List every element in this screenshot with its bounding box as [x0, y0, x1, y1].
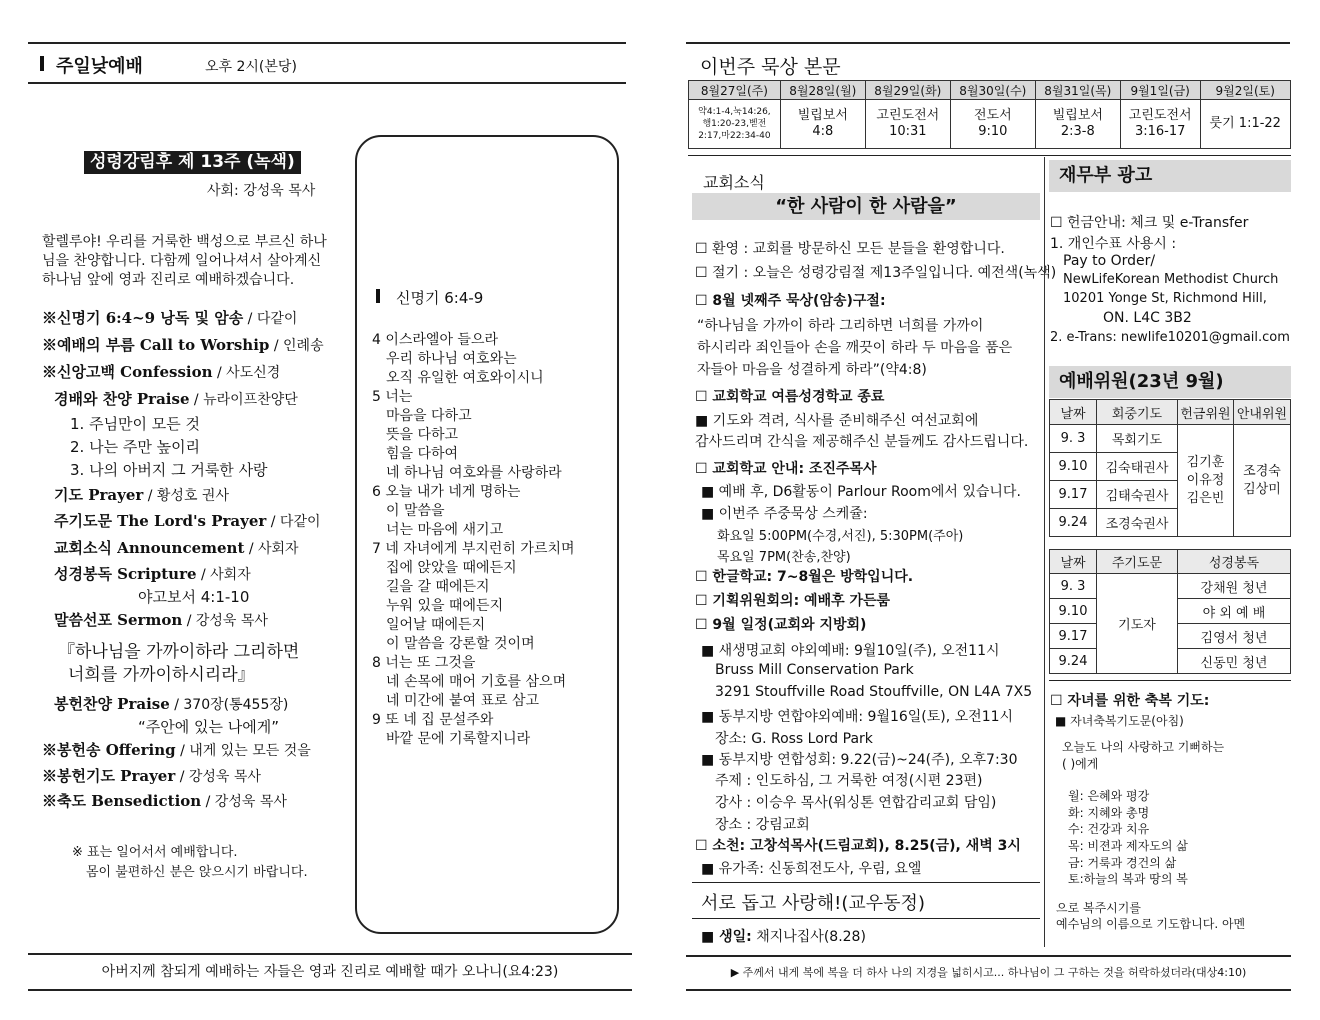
psalm-line: 6 오늘 내가 네게 명하는: [372, 484, 521, 500]
schedule-passage: 약4:1-4,눅14:26, 행1:20-23,벧전 2:17,마22:34-40: [689, 100, 781, 149]
order-item: 기도 Prayer / 황성호 권사: [54, 486, 229, 504]
news-line: 장소 : 강림교회: [715, 817, 810, 833]
psalm-line: 길을 갈 때에든지: [386, 579, 490, 595]
news-line: ☐ 9월 일정(교회와 지방회): [695, 617, 867, 633]
news-line: ☐ 환영 : 교회를 방문하신 모든 분들을 환영합니다.: [695, 241, 1005, 257]
psalm-line: 마음을 다하고: [386, 408, 472, 424]
blessing-title: ☐ 자녀를 위한 축복 기도:: [1050, 693, 1210, 709]
news-line: ☐ 교회학교 안내: 조진주목사: [695, 461, 877, 477]
committee-prayer: 조경숙권사: [1097, 509, 1178, 537]
intro-line: 하나님 앞에 영과 진리로 예배하겠습니다.: [42, 272, 295, 288]
reader-table: 날짜 주기도문 성경봉독 9. 3 기도자 강채원 청년 9.10 야 외 예 배 9.17 김영서 청년 9.24 신동민 청년: [1049, 549, 1291, 674]
news-line: ☐ 한글학교: 7~8월은 방학입니다.: [695, 569, 914, 585]
schedule-date: 8월27일(주): [689, 81, 781, 100]
order-item: ※축도 Bensediction / 강성욱 목사: [42, 792, 287, 810]
news-line: 감사드리며 간식을 제공해주신 분들께도 감사드립니다.: [695, 434, 1029, 450]
footer-verse-text: 아버지께 참되게 예배하는 자들은 영과 진리로 예배할 때가 오나니(요4:23): [101, 964, 559, 980]
liturgical-banner: 성령강림후 제 13주 (녹색): [84, 151, 301, 174]
psalm-line: 네 미간에 붙여 표로 삼고: [386, 693, 540, 709]
psalm-line: 7 네 자녀에게 부지런히 가르치며: [372, 541, 575, 557]
news-line: ☐ 절기 : 오늘은 성령강림절 제13주일입니다. 예전색(녹색): [695, 265, 1057, 281]
sermon-title-line: 『하나님을 가까이하라 그리하면: [58, 642, 300, 662]
finance-line: 1. 개인수표 사용시 :: [1050, 236, 1177, 252]
order-item: ※봉헌기도 Prayer / 강성욱 목사: [42, 767, 261, 785]
footer-verse: [28, 953, 632, 991]
meditation-header: [686, 42, 1290, 80]
order-item: 성경봉독 Scripture / 사회자: [54, 565, 251, 583]
schedule-passage: 빌립보서 4:8: [780, 100, 865, 149]
scripture-reader: 야 외 예 배: [1178, 599, 1291, 624]
psalm-line: 누워 있을 때에든지: [386, 598, 504, 614]
news-line: ■ 동부지방 연합성회: 9.22(금)~24(주), 오후7:30: [701, 752, 1018, 768]
scripture-reader: 신동민 청년: [1178, 649, 1291, 674]
psalm-line: 4 이스라엘아 들으라: [372, 332, 498, 348]
song-item: 3. 나의 아버지 그 거룩한 사랑: [70, 461, 268, 479]
committee-date: 9.24: [1050, 509, 1097, 537]
committee-prayer: 김태숙권사: [1097, 481, 1178, 509]
meditation-title: 이번주 묵상 본문: [700, 56, 841, 78]
psalm-line: 네 손목에 매어 기호를 삼으며: [386, 674, 567, 690]
news-line: 강사 : 이승우 목사(워싱톤 연합감리교회 담임): [715, 795, 997, 811]
committee-date: 9.10: [1050, 453, 1097, 481]
committee-guide: 조경숙 김상미: [1234, 425, 1291, 537]
psalm-line: 9 또 네 집 문설주와: [372, 712, 494, 728]
committee-table: 날짜 회중기도 헌금위원 안내위원 9. 3 목회기도 김기훈 이유정 김은빈 조경숙 김상미 9.10 김숙태권사 9.17 김태숙권사 9.24 조경숙권사: [1049, 399, 1291, 537]
footer-blessing: [686, 955, 1291, 991]
finance-line: Pay to Order/: [1063, 253, 1156, 269]
news-line: 하시리라 죄인들아 손을 깨끗이 하라 두 마음을 품은: [697, 340, 1013, 356]
schedule-date: 8월30일(수): [950, 81, 1035, 100]
news-line: 3291 Stouffville Road Stouffville, ON L4A 7X5: [715, 684, 1033, 700]
psalm-line: 힘을 다하여: [386, 446, 459, 462]
committee-offering: 김기훈 이유정 김은빈: [1178, 425, 1234, 537]
schedule-passage: 빌립보서 2:3-8: [1035, 100, 1120, 149]
news-line: ■ 기도와 격려, 식사를 준비해주신 여선교회에: [695, 413, 979, 429]
news-line: 화요일 5:00PM(수경,서진), 5:30PM(주아): [717, 529, 964, 544]
psalm-line: 너는 마음에 새기고: [386, 522, 504, 538]
order-item: ※봉헌송 Offering / 내게 있는 모든 것을: [42, 741, 311, 759]
song-item: 1. 주님만이 모든 것: [70, 415, 201, 433]
praise-title: “주안에 있는 나에게”: [138, 718, 279, 736]
order-item: 봉헌찬양 Praise / 370장(통455장): [54, 695, 289, 713]
news-line: ☐ 기획위원회의: 예배후 가든룸: [695, 593, 891, 609]
finance-line: 2. e-Trans: newlife10201@gmail.com: [1050, 330, 1290, 345]
order-item: ※신앙고백 Confession / 사도신경: [42, 363, 281, 381]
news-line: ■ 이번주 주중묵상 스케쥴:: [701, 506, 868, 522]
schedule-date: 8월28일(월): [780, 81, 865, 100]
psalm-line: 집에 앉았을 때에든지: [386, 560, 517, 576]
blessing-prayer: 오늘도 나의 사랑하고 기뻐하는 ( )에게 월: 은혜와 평강 화: 지혜와 총명 수: 건강과 치유 목: 비젼과 제자도의 삶 금: 거룩과 경건의 삶 토:하늘의 복과 땅의 복 으로 복주시기를 예수님의 이름으로 기도합니다. 아멘: [1056, 740, 1246, 932]
psalm-line: 우리 하나님 여호와는: [386, 351, 517, 367]
song-item: 2. 나는 주만 높이리: [70, 438, 201, 456]
psalm-line: 오직 유일한 여호와이시니: [386, 370, 544, 386]
fellowship-line: ■ 생일: 채지나집사(8.28): [701, 929, 866, 945]
order-item: 주기도문 The Lord's Prayer / 다같이: [54, 512, 321, 530]
psalm-line: 5 너는: [372, 389, 413, 405]
order-item: ※예배의 부름 Call to Worship / 인례송: [42, 336, 324, 354]
finance-line: ON. L4C 3B2: [1103, 310, 1192, 326]
scripture-reader: 강채원 청년: [1178, 574, 1291, 599]
schedule-passage: 고린도전서 3:16-17: [1120, 100, 1200, 149]
psalm-line: 바깥 문에 기록할지니라: [386, 731, 531, 747]
news-line: ☐ 교회학교 여름성경학교 종료: [695, 389, 885, 405]
news-line: ■ 유가족: 신동희전도사, 우림, 요엘: [701, 861, 922, 877]
lords-prayer-leader: 기도자: [1097, 574, 1178, 674]
news-line: Bruss Mill Conservation Park: [715, 662, 914, 678]
committee-prayer: 목회기도: [1097, 425, 1178, 453]
order-item: 교회소식 Announcement / 사회자: [54, 539, 299, 557]
committee-date: 9.17: [1050, 481, 1097, 509]
news-label: 교회소식: [703, 173, 765, 192]
news-line: 주제 : 인도하심, 그 거룩한 여정(시편 23편): [715, 773, 983, 789]
note-line: ※ 표는 일어서서 예배합니다.: [72, 845, 238, 860]
psalm-line: 이 말씀을: [386, 503, 445, 519]
news-line: ■ 동부지방 연합야외예배: 9월16일(토), 오전11시: [701, 709, 1014, 725]
psalm-line: 네 하나님 여호와를 사랑하라: [386, 465, 562, 481]
presider: 사회: 강성욱 목사: [207, 183, 316, 199]
intro-line: 할렐루야! 우리를 거룩한 백성으로 부르신 하나: [42, 234, 327, 250]
blessing-sub: ■ 자녀축복기도문(아침): [1055, 714, 1184, 728]
psalm-line: 이 말씀을 강론할 것이며: [386, 636, 535, 652]
order-item: 경배와 찬양 Praise / 뉴라이프찬양단: [54, 390, 298, 408]
worship-time: 오후 2시(본당): [205, 59, 297, 75]
committee-date: 9. 3: [1050, 425, 1097, 453]
sermon-title-line: 너희를 가까이하시리라』: [68, 665, 255, 685]
psalm-line: 뜻을 다하고: [386, 427, 459, 443]
schedule-date: 8월29일(화): [865, 81, 950, 100]
news-line: ☐ 8월 넷째주 묵상(암송)구절:: [695, 293, 886, 309]
finance-title: 재무부 광고: [1049, 160, 1291, 192]
finance-line: NewLifeKorean Methodist Church: [1063, 272, 1279, 287]
schedule-date: 8월31일(목): [1035, 81, 1120, 100]
news-line: 장소: G. Ross Lord Park: [715, 731, 873, 747]
finance-line: ☐ 헌금안내: 체크 및 e-Transfer: [1050, 215, 1249, 231]
news-line: ■ 새생명교회 야외예배: 9월10일(주), 오전11시: [701, 643, 1000, 659]
schedule-date: 9월1일(금): [1120, 81, 1200, 100]
meditation-schedule: [688, 80, 1291, 149]
scripture-reference: 야고보서 4:1-10: [138, 588, 250, 606]
psalm-line: 일어날 때에든지: [386, 617, 486, 633]
order-item: ※신명기 6:4~9 낭독 및 암송 / 다같이: [42, 309, 298, 327]
worship-title: 주일낮예배: [56, 56, 143, 77]
order-item: 말씀선포 Sermon / 강성욱 목사: [54, 611, 268, 629]
schedule-passage: 룻기 1:1-22: [1200, 100, 1290, 149]
worship-notes: [72, 843, 308, 883]
psalm-bar-icon: [376, 289, 380, 303]
schedule-date: 9월2일(토): [1200, 81, 1290, 100]
news-line: ■ 예배 후, D6활동이 Parlour Room에서 있습니다.: [701, 484, 1021, 500]
news-motto: “한 사람이 한 사람을”: [692, 193, 1040, 220]
footer-blessing-text: ▶ 주께서 내게 복에 복을 더 하사 나의 지경을 넓히시고... 하나님이 그 구하는 것을 허락하셨더라(대상4:10): [730, 966, 1247, 979]
finance-line: 10201 Yonge St, Richmond Hill,: [1063, 291, 1267, 306]
news-line: ☐ 소천: 고창석목사(드림교회), 8.25(금), 새벽 3시: [695, 838, 1021, 854]
schedule-passage: 전도서 9:10: [950, 100, 1035, 149]
news-line: “하나님을 가까이 하라 그리하면 너희를 가까이: [697, 318, 984, 334]
psalm-line: 8 너는 또 그것을: [372, 655, 476, 671]
schedule-passage: 고린도전서 10:31: [865, 100, 950, 149]
note-line: 몸이 불편하신 분은 앉으시기 바랍니다.: [86, 865, 308, 880]
fellowship-title: 서로 돕고 사랑해!(교우동정): [701, 893, 925, 914]
committee-prayer: 김숙태권사: [1097, 453, 1178, 481]
committee-title: 예배위원(23년 9월): [1049, 366, 1291, 398]
scripture-reader: 김영서 청년: [1178, 624, 1291, 649]
intro-line: 님을 찬양합니다. 다함께 일어나셔서 살아계신: [42, 253, 322, 269]
news-line: 자들아 마음을 성결하게 하라”(약4:8): [697, 362, 927, 378]
news-line: 목요일 7PM(찬송,찬양): [717, 550, 851, 565]
psalm-title: 신명기 6:4-9: [396, 289, 484, 307]
